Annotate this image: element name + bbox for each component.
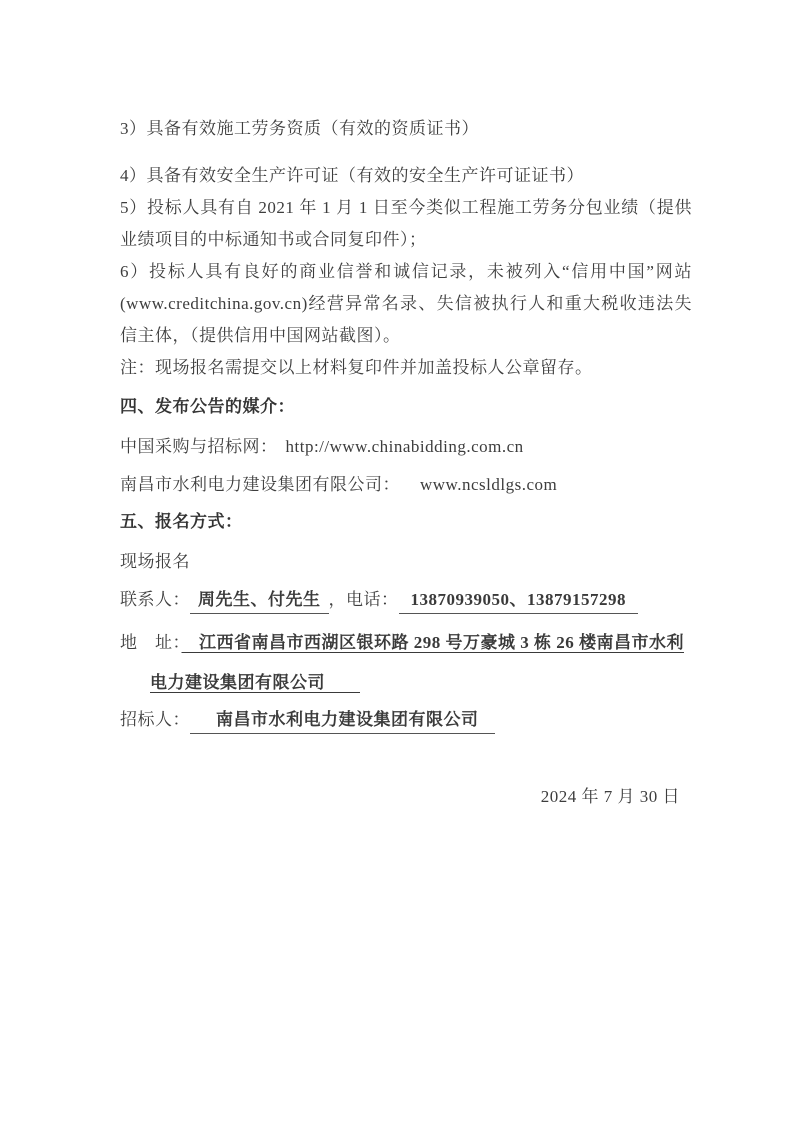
address-value: 江西省南昌市西湖区银环路 298 号万豪城 3 栋 26 楼南昌市水利电力建设集团有限公司 — [150, 633, 684, 692]
contact-phones: 13870939050、13879157298 — [399, 587, 639, 614]
contact-line — [120, 584, 692, 616]
registration-method: 现场报名 — [120, 552, 190, 571]
contact-names: 周先生、付先生 — [190, 587, 329, 614]
media-line-chinabidding — [120, 431, 692, 463]
bidder-value: 南昌市水利电力建设集团有限公司 — [190, 707, 495, 734]
qualification-item-4: 4）具备有效安全生产许可证（有效的安全生产许可证证书） — [120, 166, 584, 185]
note-line: 注：现场报名需提交以上材料复印件并加盖投标人公章留存。 — [120, 358, 593, 377]
bidder-line — [120, 704, 692, 736]
media-url: http://www.chinabidding.com.cn — [285, 437, 524, 456]
media-url: www.ncsldlgs.com — [420, 475, 558, 494]
media-label: 南昌市水利电力建设集团有限公司： — [120, 475, 400, 494]
qualification-item-5: 5）投标人具有自 2021 年 1 月 1 日至今类似工程施工劳务分包业绩（提供业绩项目的中标通知书或合同复印件）； — [120, 198, 692, 249]
address-label: 地 址： — [120, 633, 182, 652]
section-title-media: 四、发布公告的媒介： — [120, 397, 295, 416]
bidder-label: 招标人： — [120, 710, 190, 729]
media-label: 中国采购与招标网： — [120, 437, 278, 456]
qualification-item-6: 6）投标人具有良好的商业信誉和诚信记录，未被列入“信用中国”网站(www.creditchina.gov.cn)经营异常名录、失信被执行人和重大税收违法失信主体，（提供信用中国网站截图）。 — [120, 262, 692, 345]
document-date: 2024 年 7 月 30 日 — [540, 787, 680, 806]
address-line — [120, 623, 692, 703]
section-title-registration: 五、报名方式： — [120, 512, 243, 531]
media-line-company-site — [120, 469, 692, 501]
contact-label: 联系人： — [120, 590, 190, 609]
qualification-item-3: 3）具备有效施工劳务资质（有效的资质证书） — [120, 119, 479, 138]
contact-phone-label: ，电话： — [328, 590, 399, 609]
